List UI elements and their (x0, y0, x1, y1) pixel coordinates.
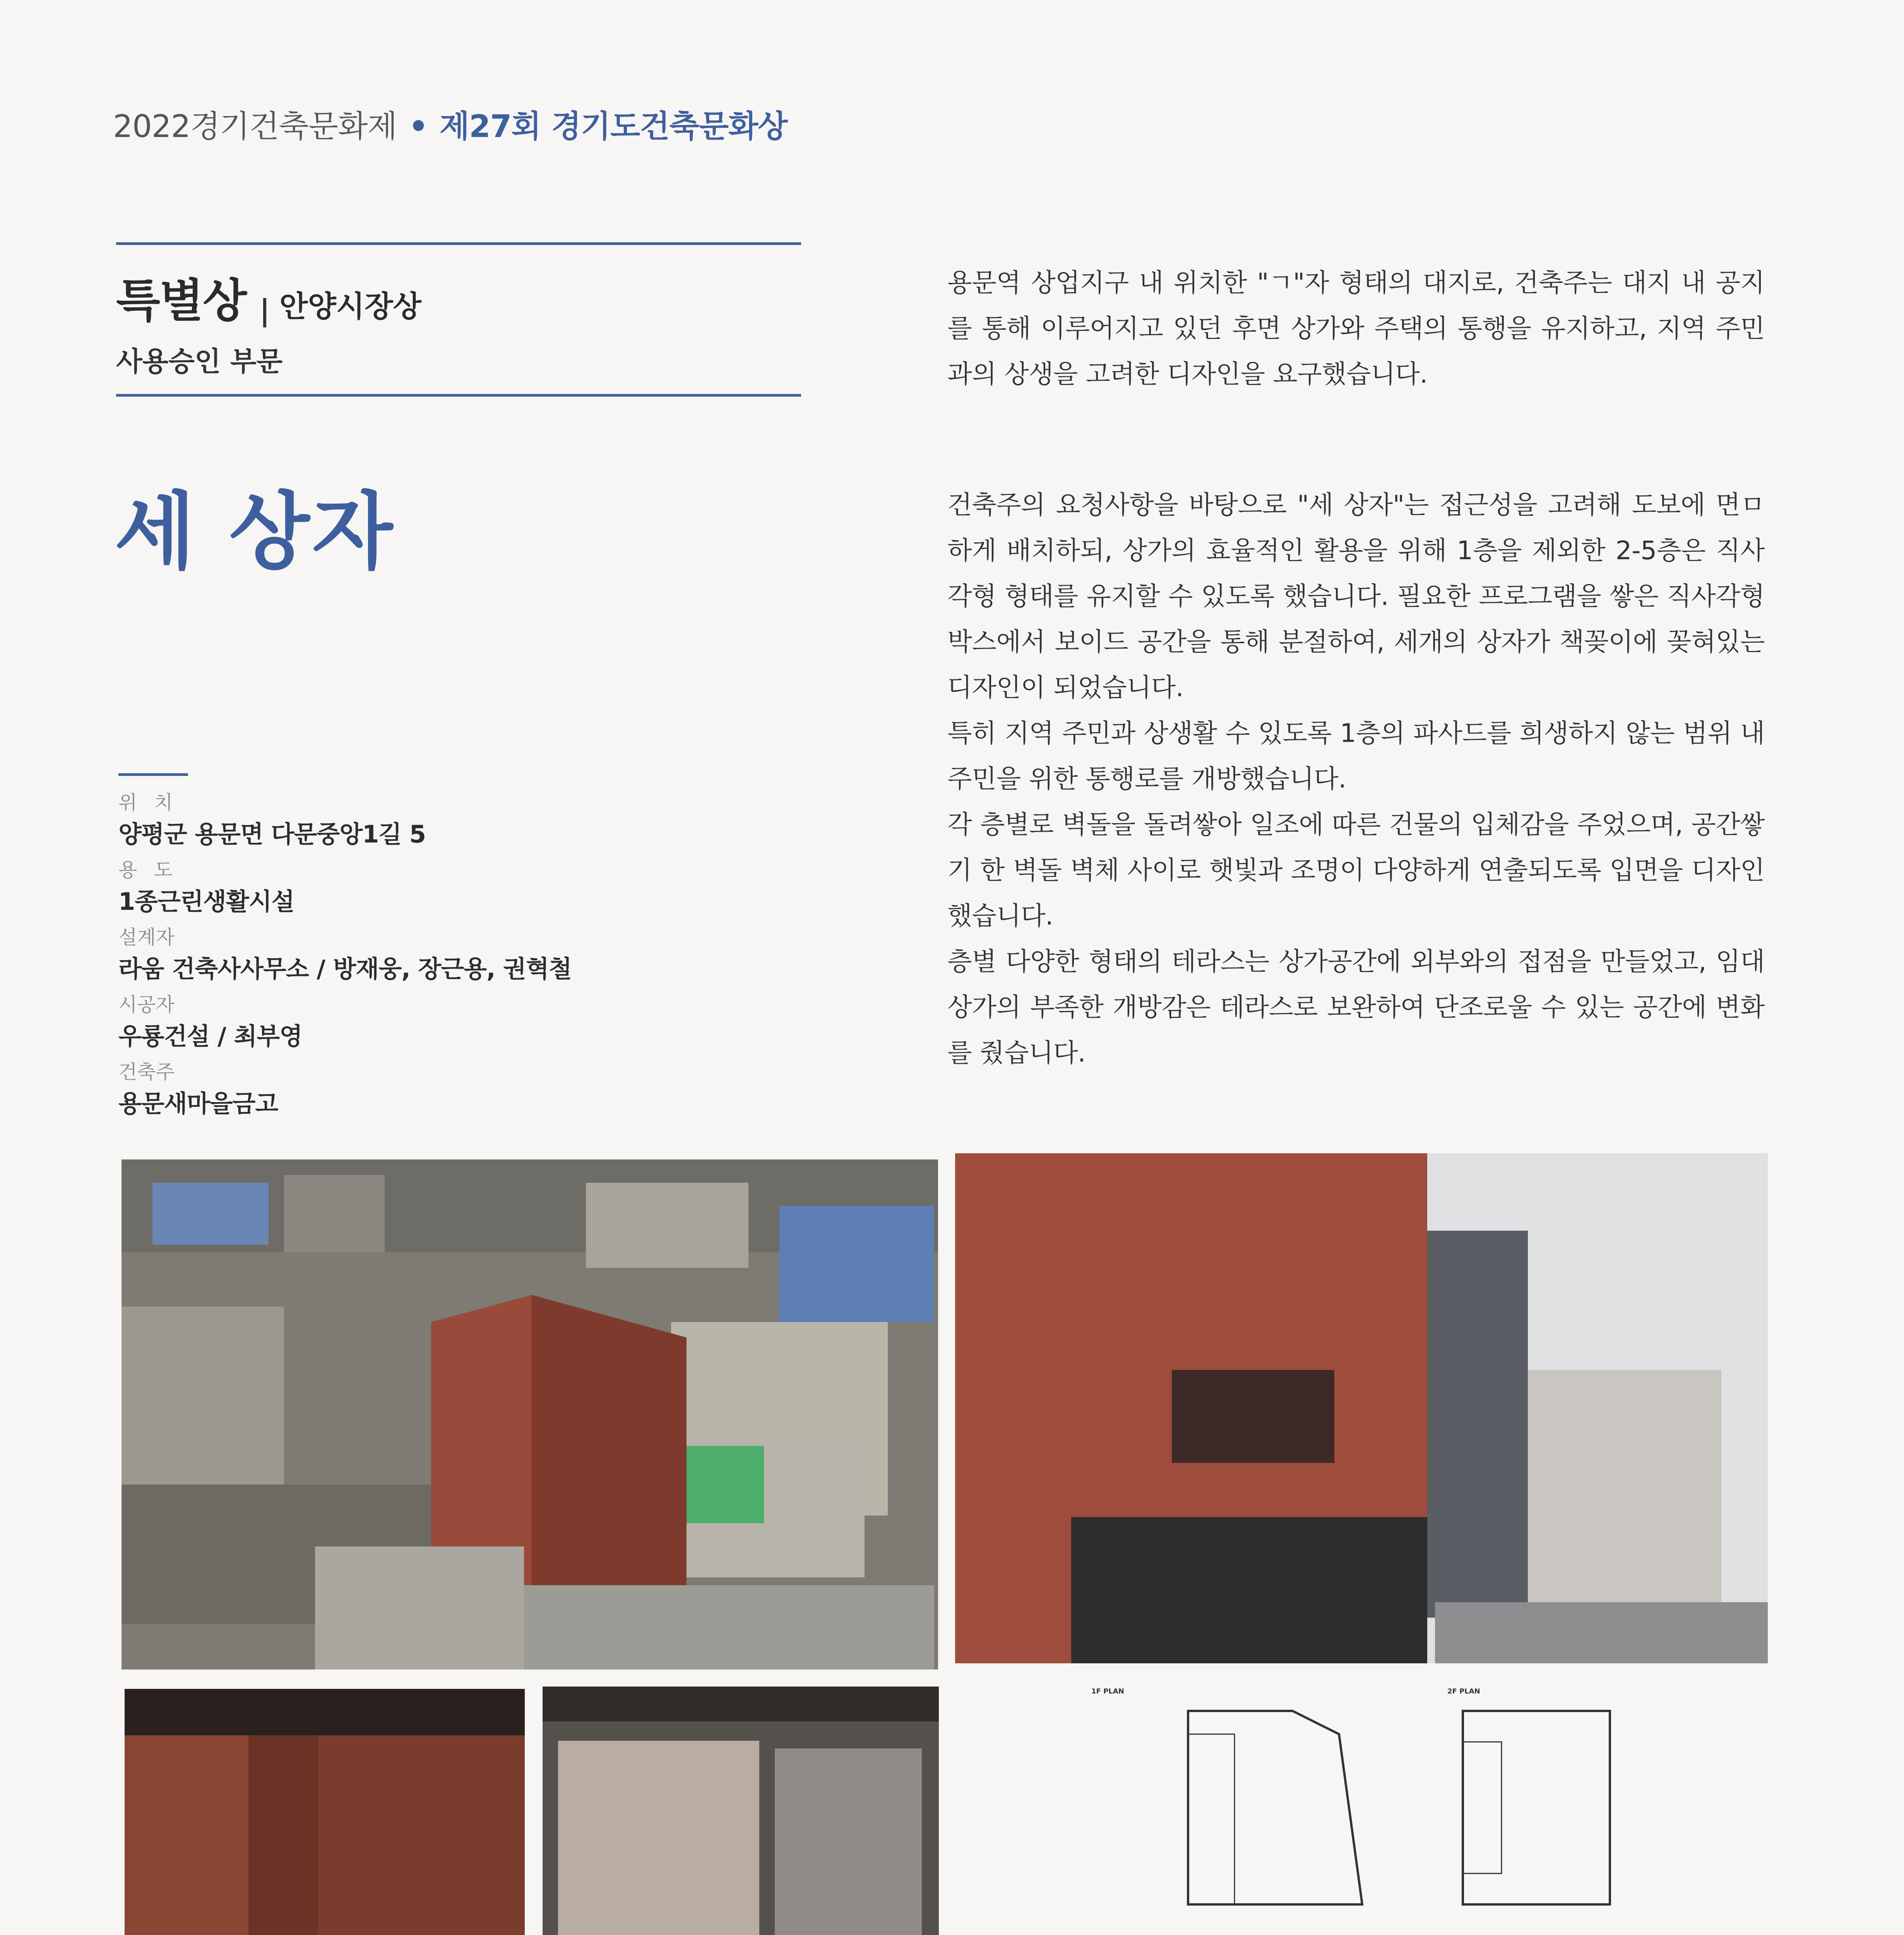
plan-2f (1447, 1687, 1649, 1927)
header-separator: • (408, 108, 428, 144)
aerial-photo (122, 1159, 938, 1670)
plan-1f-drawing (1091, 1695, 1409, 1924)
info-location (118, 787, 854, 854)
brick-corridor-photo (125, 1689, 525, 1935)
award-event-name: 제27회 경기도건축문화상 (439, 108, 788, 144)
plan-label: 2F PLAN (1447, 1687, 1480, 1695)
running-header (113, 101, 788, 146)
award-bottom-rule (116, 394, 801, 397)
street-elevation-photo (955, 1153, 1768, 1663)
info-value: 양평군 용문면 다문중앙1길 5 (118, 820, 426, 848)
info-use (118, 854, 854, 922)
info-contractor (118, 989, 854, 1057)
info-value: 우룡건설 / 최부영 (118, 1022, 303, 1050)
info-label: 용 도 (118, 859, 178, 881)
info-label: 건축주 (118, 1061, 175, 1083)
paragraph-gap (947, 397, 1765, 482)
info-accent-rule (118, 773, 188, 776)
info-label: 위 치 (118, 791, 178, 814)
award-heading (116, 264, 421, 330)
info-value: 1종근린생활시설 (118, 887, 295, 916)
award-category: 사용승인 부문 (116, 346, 283, 377)
info-label: 설계자 (118, 926, 175, 949)
info-block (118, 787, 854, 1124)
award-title: 특별상 (116, 274, 246, 327)
plan-1f (1091, 1687, 1409, 1927)
floor-plans (1076, 1680, 1796, 1935)
info-client (118, 1057, 854, 1124)
info-architect (118, 922, 854, 989)
body-text (947, 260, 1765, 1076)
award-divider (263, 298, 266, 327)
info-value: 라움 건축사사무소 / 방재웅, 장근용, 권혁철 (118, 955, 572, 983)
award-top-rule (116, 242, 801, 245)
body-paragraph: 층별 다양한 형태의 테라스는 상가공간에 외부와의 접점을 만들었고, 임대상가의 부족한 개방감은 테라스로 보완하여 단조로울 수 있는 공간에 변화를 줬습니다. (947, 947, 1765, 1068)
award-subtitle: 안양시장상 (279, 289, 422, 324)
info-value: 용문새마을금고 (118, 1089, 278, 1118)
festival-name: 2022경기건축문화제 (113, 108, 397, 144)
project-title: 세 상자 (115, 483, 396, 580)
interior-brick-screen-photo (543, 1687, 939, 1935)
plan-2f-drawing (1447, 1695, 1649, 1924)
info-label: 시공자 (118, 993, 175, 1016)
body-paragraph: 특히 지역 주민과 상생활 수 있도록 1층의 파사드를 희생하지 않는 범위 내 주민을 위한 통행로를 개방했습니다. (947, 718, 1765, 794)
body-paragraph: 용문역 상업지구 내 위치한 "ㄱ"자 형태의 대지로, 건축주는 대지 내 공지를 통해 이루어지고 있던 후면 상가와 주택의 통행을 유지하고, 지역 주민과의 상생을 고려한 디자인을 요구했습니다. (947, 268, 1765, 389)
plan-label: 1F PLAN (1091, 1687, 1124, 1695)
body-paragraph: 건축주의 요청사항을 바탕으로 "세 상자"는 접근성을 고려해 도보에 면ㅁ하게 배치하되, 상가의 효율적인 활용을 위해 1층을 제외한 2-5층은 직사각형 형태를 유지할 수 있도록 했습니다. 필요한 프로그램을 쌓은 직사각형 박스에서 보이드 공간을 통해 분절하여, 세개의 상자가 책꽂이에 꽂혀있는 디자인이 되었습니다. (947, 490, 1765, 702)
body-paragraph: 각 층별로 벽돌을 돌려쌓아 일조에 따른 건물의 입체감을 주었으며, 공간쌓기 한 벽돌 벽체 사이로 햇빛과 조명이 다양하게 연출되도록 입면을 디자인 했습니다. (947, 810, 1765, 931)
